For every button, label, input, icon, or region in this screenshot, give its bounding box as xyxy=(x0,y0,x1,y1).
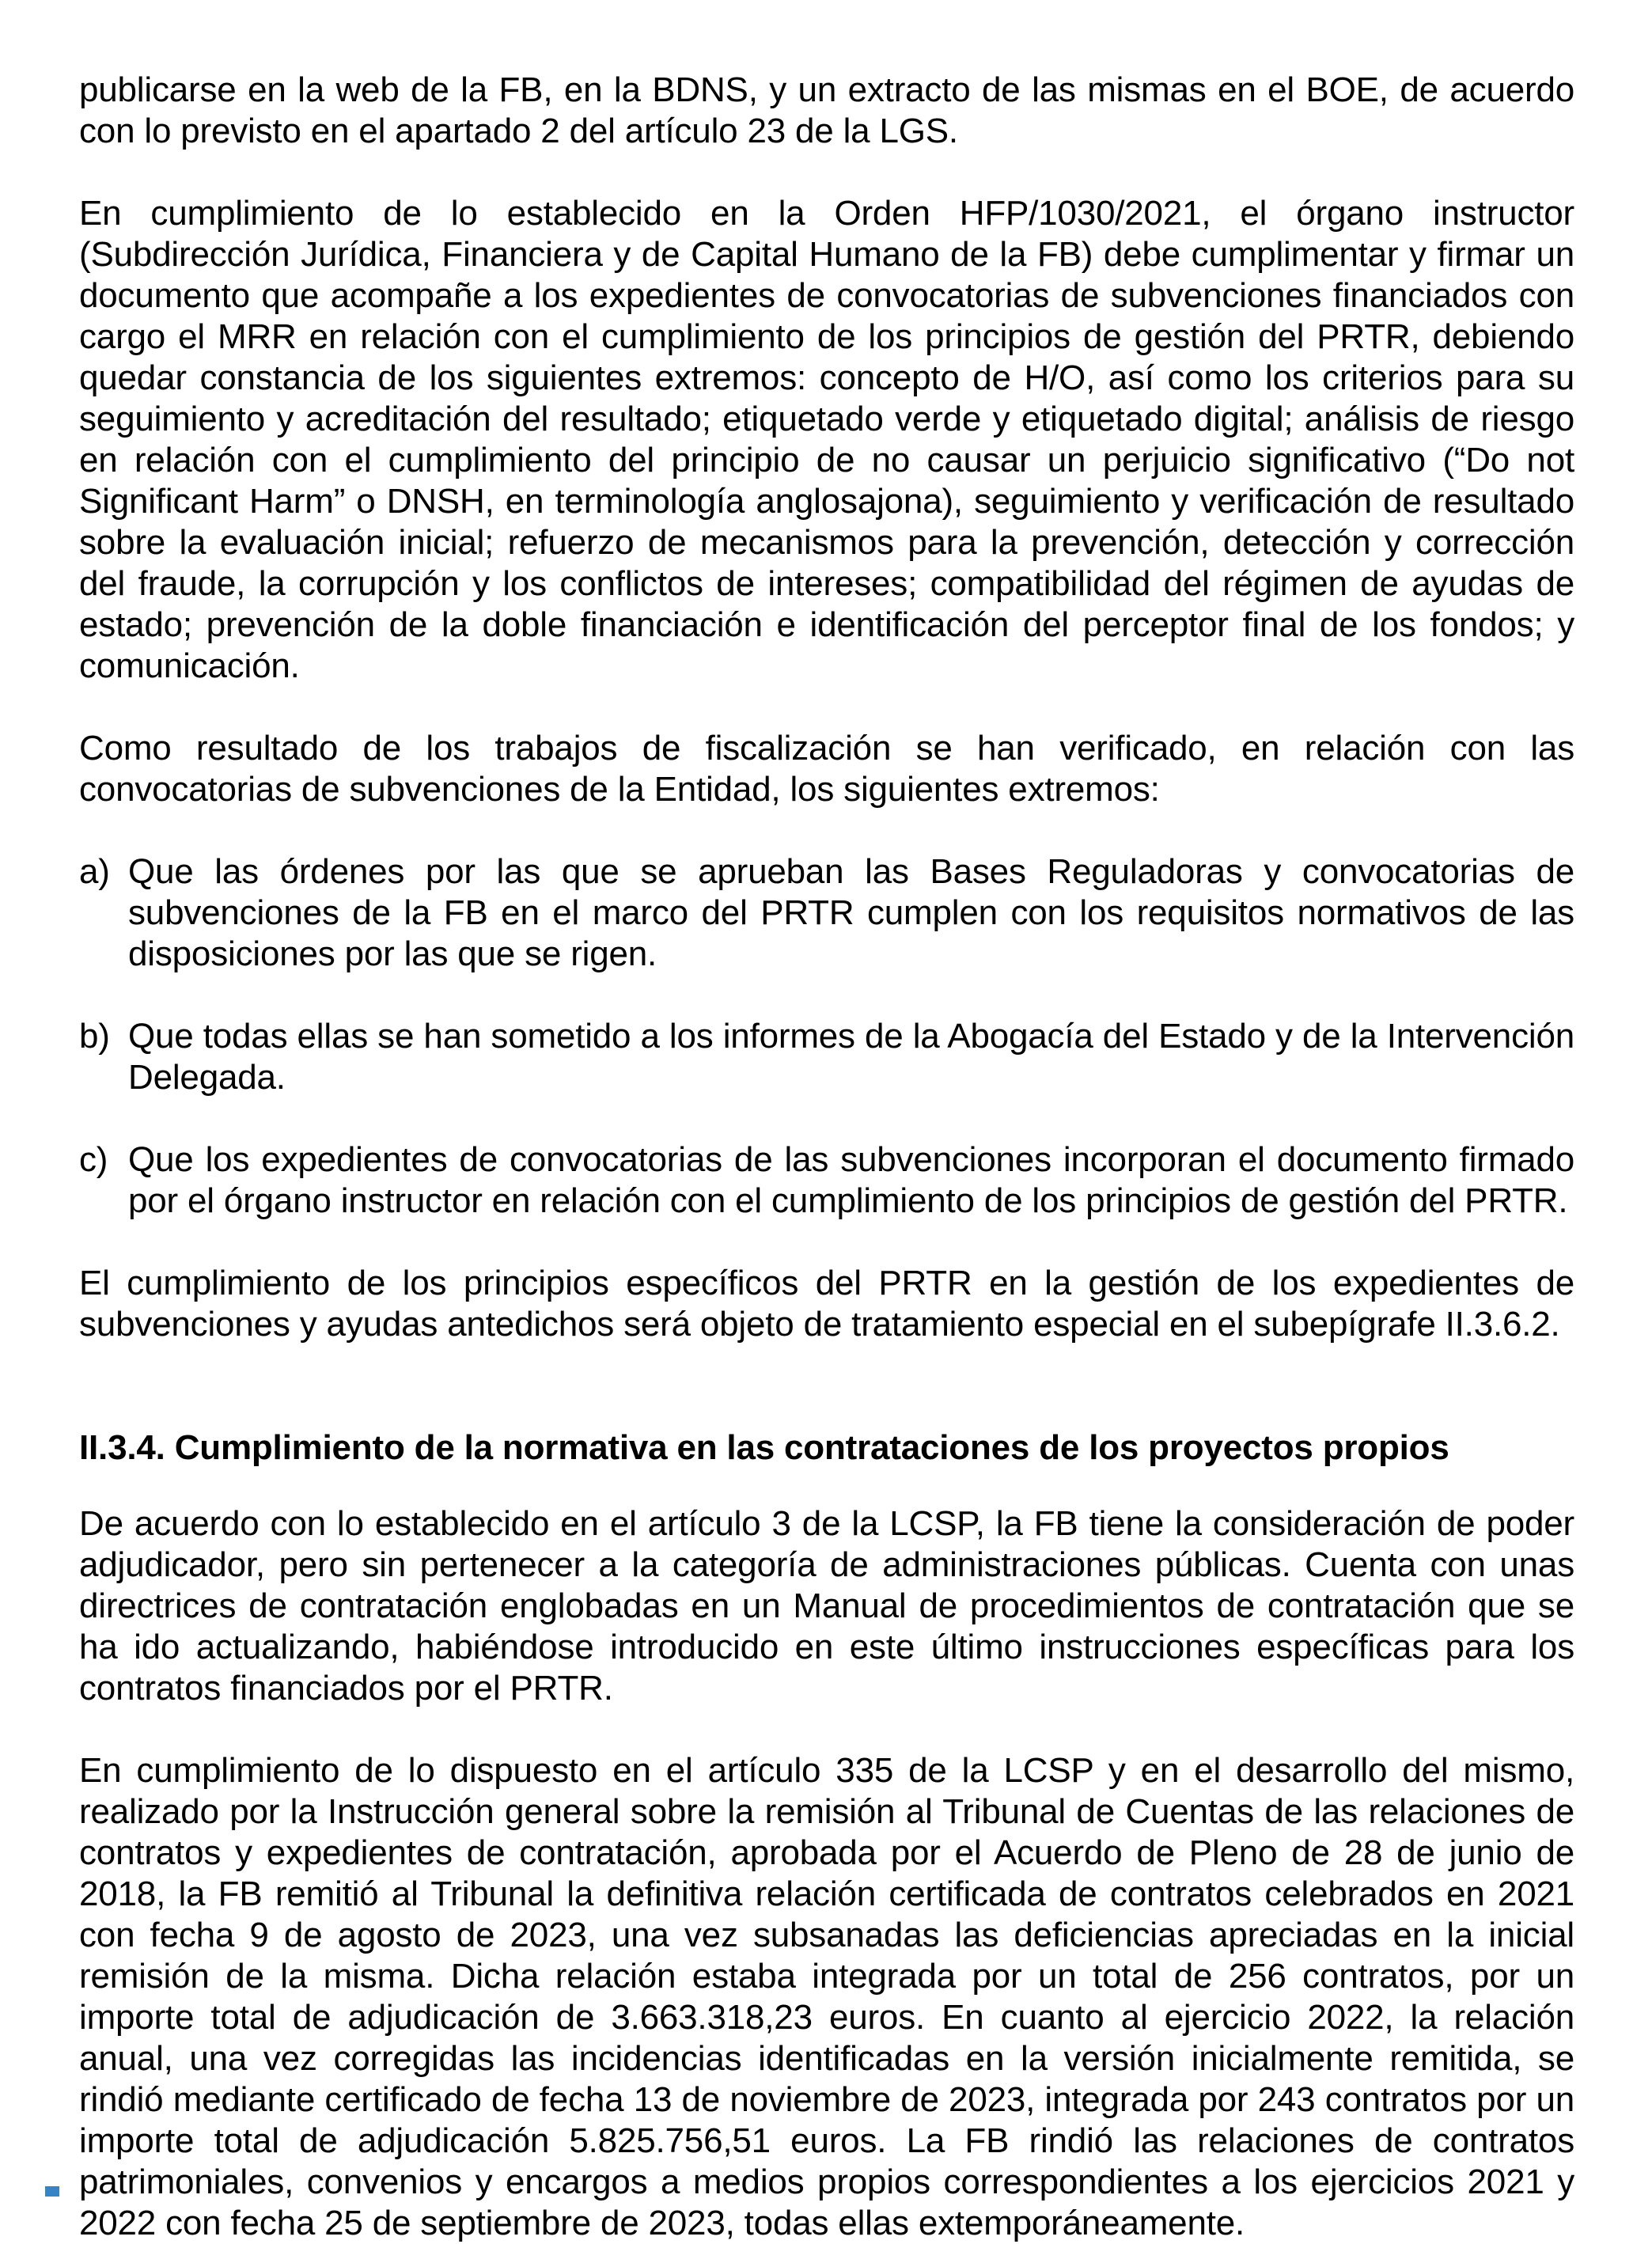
section-heading-II-3-4: II.3.4. Cumplimiento de la normativa en las contrataciones de los proyectos propios xyxy=(79,1428,1449,1467)
paragraph-orden-hfp-1030-2021: En cumplimiento de lo establecido en la Orden HFP/1030/2021, el órgano instructor (Subdirección Jurídica, Financiera y de Capital Humano de la FB) debe cumplimentar y firmar un documento que acompañe a los expedientes de convocatorias de subvenciones financiados con cargo el MRR en relación con el cumplimiento de los principios de gestión del PRTR, debiendo quedar constancia de los siguientes extremos: concepto de H/O, así como los criterios para su seguimiento y acreditación del resultado; etiquetado verde y etiquetado digital; análisis de riesgo en relación con el cumplimiento del principio de no causar un perjuicio significativo (“Do not Significant Harm” o DNSH, en terminología anglosajona), seguimiento y verificación de resultado sobre la evaluación inicial; refuerzo de mecanismos para la prevención, detección y corrección del fraude, la corrupción y los conflictos de intereses; compatibilidad del régimen de ayudas de estado; prevención de la doble financiación e identificación del perceptor final de los fondos; y comunicación. xyxy=(79,194,1574,685)
list-text-c: Que los expedientes de convocatorias de las subvenciones incorporan el documento firmado por el órgano instructor en relación con el cumplimiento de los principios de gestión del PRTR. xyxy=(128,1140,1574,1220)
paragraph-principios-especificos: El cumplimiento de los principios específicos del PRTR en la gestión de los expedientes de subvenciones y ayudas antedichos será objeto de tratamiento especial en el subepígrafe II.3.6.2. xyxy=(79,1264,1574,1344)
list-item-b xyxy=(79,1016,1574,1098)
page-corner-mark xyxy=(45,2186,59,2197)
list-item-c xyxy=(79,1139,1574,1222)
paragraph-lcsp-articulo-3: De acuerdo con lo establecido en el artículo 3 de la LCSP, la FB tiene la consideración de poder adjudicador, pero sin pertenecer a la categoría de administraciones públicas. Cuenta con unas directrices de contratación englobadas en un Manual de procedimientos de contratación que se ha ido actualizando, habiéndose introducido en este último instrucciones específicas para los contratos financiados por el PRTR. xyxy=(79,1504,1574,1708)
list-marker-b: b) xyxy=(79,1017,110,1056)
paragraph-continuation-publicarse: publicarse en la web de la FB, en la BDNS, y un extracto de las mismas en el BOE, de acuerdo con lo previsto en el apartado 2 del artículo 23 de la LGS. xyxy=(79,70,1574,150)
list-text-a: Que las órdenes por las que se aprueban las Bases Reguladoras y convocatorias de subvenciones de la FB en el marco del PRTR cumplen con los requisitos normativos de las disposiciones por las que se rigen. xyxy=(128,852,1574,973)
paragraph-resultado-fiscalizacion: Como resultado de los trabajos de fiscalización se han verificado, en relación con las convocatorias de subvenciones de la Entidad, los siguientes extremos: xyxy=(79,729,1574,809)
list-marker-c: c) xyxy=(79,1140,108,1179)
paragraph-lcsp-articulo-335: En cumplimiento de lo dispuesto en el artículo 335 de la LCSP y en el desarrollo del mismo, realizado por la Instrucción general sobre la remisión al Tribunal de Cuentas de las relaciones de contratos y expedientes de contratación, aprobada por el Acuerdo de Pleno de 28 de junio de 2018, la FB remitió al Tribunal la definitiva relación certificada de contratos celebrados en 2021 con fecha 9 de agosto de 2023, una vez subsanadas las deficiencias apreciadas en la inicial remisión de la misma. Dicha relación estaba integrada por un total de 256 contratos, por un importe total de adjudicación de 3.663.318,23 euros. En cuanto al ejercicio 2022, la relación anual, una vez corregidas las incidencias identificadas en la versión inicialmente remitida, se rindió mediante certificado de fecha 13 de noviembre de 2023, integrada por 243 contratos por un importe total de adjudicación 5.825.756,51 euros. La FB rindió las relaciones de contratos patrimoniales, convenios y encargos a medios propios correspondientes a los ejercicios 2021 y 2022 con fecha 25 de septiembre de 2023, todas ellas extemporáneamente. xyxy=(79,1751,1574,2242)
document-body xyxy=(79,70,1574,2244)
list-text-b: Que todas ellas se han sometido a los informes de la Abogacía del Estado y de la Intervención Delegada. xyxy=(128,1017,1574,1097)
list-marker-a: a) xyxy=(79,852,110,891)
list-item-a xyxy=(79,851,1574,975)
